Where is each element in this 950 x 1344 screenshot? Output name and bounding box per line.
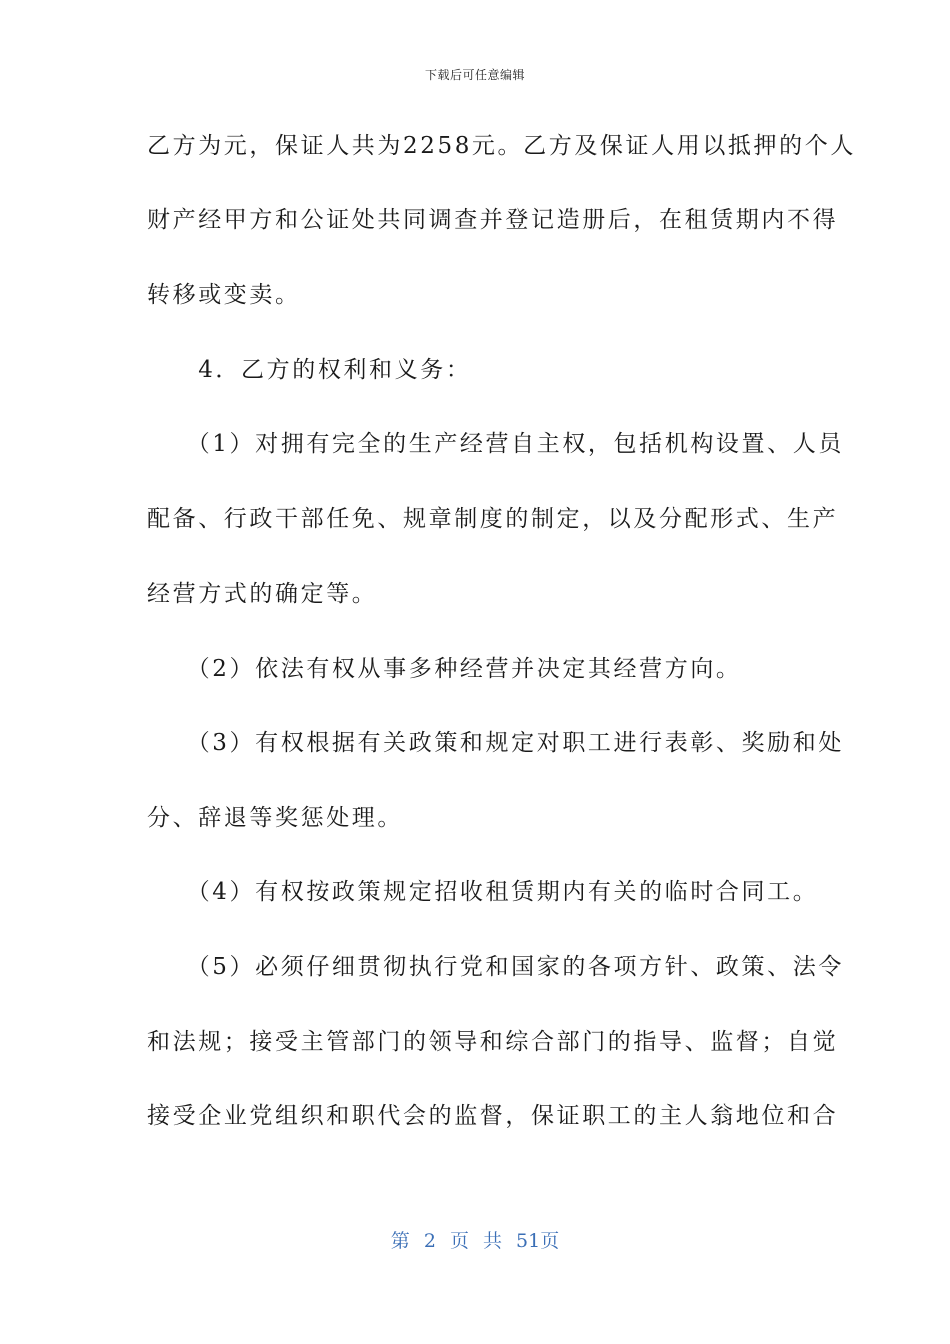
text-line: 经营方式的确定等。 bbox=[147, 581, 378, 607]
text-line: （1）对拥有完全的生产经营自主权，包括机构设置、人员 bbox=[147, 431, 844, 457]
text-line: 配备、行政干部任免、规章制度的制定，以及分配形式、生产 bbox=[147, 506, 839, 532]
text-line: 4．乙方的权利和义务： bbox=[147, 357, 472, 383]
text-line: （4）有权按政策规定招收租赁期内有关的临时合同工。 bbox=[147, 879, 819, 905]
text-line: 分、辞退等奖惩处理。 bbox=[147, 805, 403, 831]
page-footer: 第 2 页 共 51页 bbox=[390, 1230, 560, 1252]
text-line: 接受企业党组织和职代会的监督，保证职工的主人翁地位和合 bbox=[147, 1103, 839, 1129]
page-header: 下载后可任意编辑 bbox=[424, 68, 525, 82]
text-line: 和法规；接受主管部门的领导和综合部门的指导、监督；自觉 bbox=[147, 1029, 839, 1055]
text-line: 转移或变卖。 bbox=[147, 282, 301, 308]
text-line: 乙方为元，保证人共为2258元。乙方及保证人用以抵押的个人 bbox=[147, 133, 856, 159]
text-line: （5）必须仔细贯彻执行党和国家的各项方针、政策、法令 bbox=[147, 954, 844, 980]
text-line: 财产经甲方和公证处共同调查并登记造册后，在租赁期内不得 bbox=[147, 207, 839, 233]
text-line: （2）依法有权从事多种经营并决定其经营方向。 bbox=[147, 656, 742, 682]
text-line: （3）有权根据有关政策和规定对职工进行表彰、奖励和处 bbox=[147, 730, 844, 756]
